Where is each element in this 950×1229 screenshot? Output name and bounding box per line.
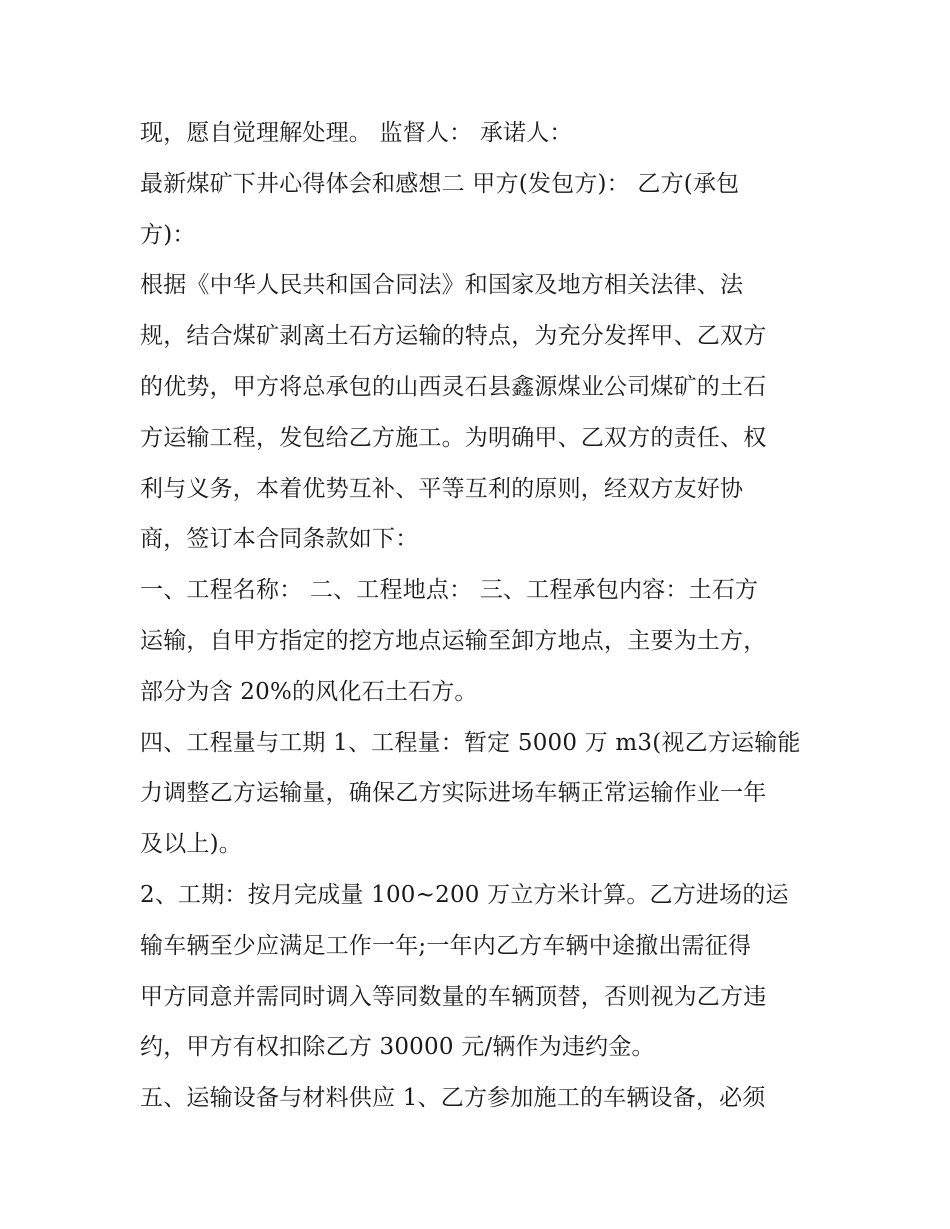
text-line: 甲方同意并需同时调入等同数量的车辆顶替，否则视为乙方违 (140, 983, 767, 1010)
text-line: 现，愿自觉理解处理。 监督人： 承诺人： (140, 120, 573, 146)
document-body (140, 108, 820, 1124)
text-line: 商，签订本合同条款如下： (140, 526, 419, 553)
text-line: 一、工程名称： 二、工程地点： 三、工程承包内容：土石方 (140, 577, 759, 604)
text-line: 利与义务，本着优势互补、平等互利的原则，经双方友好协 (140, 475, 744, 502)
text-line: 方运输工程，发包给乙方施工。为明确甲、乙双方的责任、权 (140, 424, 767, 451)
text-line: 根据《中华人民共和国合同法》和国家及地方相关法律、法 (140, 272, 744, 299)
text-line: 2、工期：按月完成量 100~200 万立方米计算。乙方进场的运 (140, 881, 789, 908)
text-line: 力调整乙方运输量，确保乙方实际进场车辆正常运输作业一年 (140, 780, 767, 807)
text-line: 规，结合煤矿剥离土石方运输的特点，为充分发挥甲、乙双方 (140, 323, 767, 350)
text-line: 的优势，甲方将总承包的山西灵石县鑫源煤业公司煤矿的土石 (140, 373, 767, 400)
text-line: 五、运输设备与材料供应 1、乙方参加施工的车辆设备，必须 (140, 1085, 766, 1112)
text-line: 输车辆至少应满足工作一年;一年内乙方车辆中途撤出需征得 (140, 932, 752, 959)
text-line: 及以上)。 (140, 831, 242, 858)
text-line: 最新煤矿下井心得体会和感想二 甲方(发包方)： 乙方(承包 (140, 170, 740, 197)
text-line: 部分为含 20%的风化石土石方。 (140, 678, 478, 705)
text-line: 方)： (140, 221, 196, 248)
text-line: 运输，自甲方指定的挖方地点运输至卸方地点，主要为土方， (140, 627, 767, 654)
text-line: 四、工程量与工期 1、工程量：暂定 5000 万 m3(视乙方运输能 (140, 729, 801, 756)
text-line: 约，甲方有权扣除乙方 30000 元/辆作为违约金。 (140, 1034, 655, 1061)
